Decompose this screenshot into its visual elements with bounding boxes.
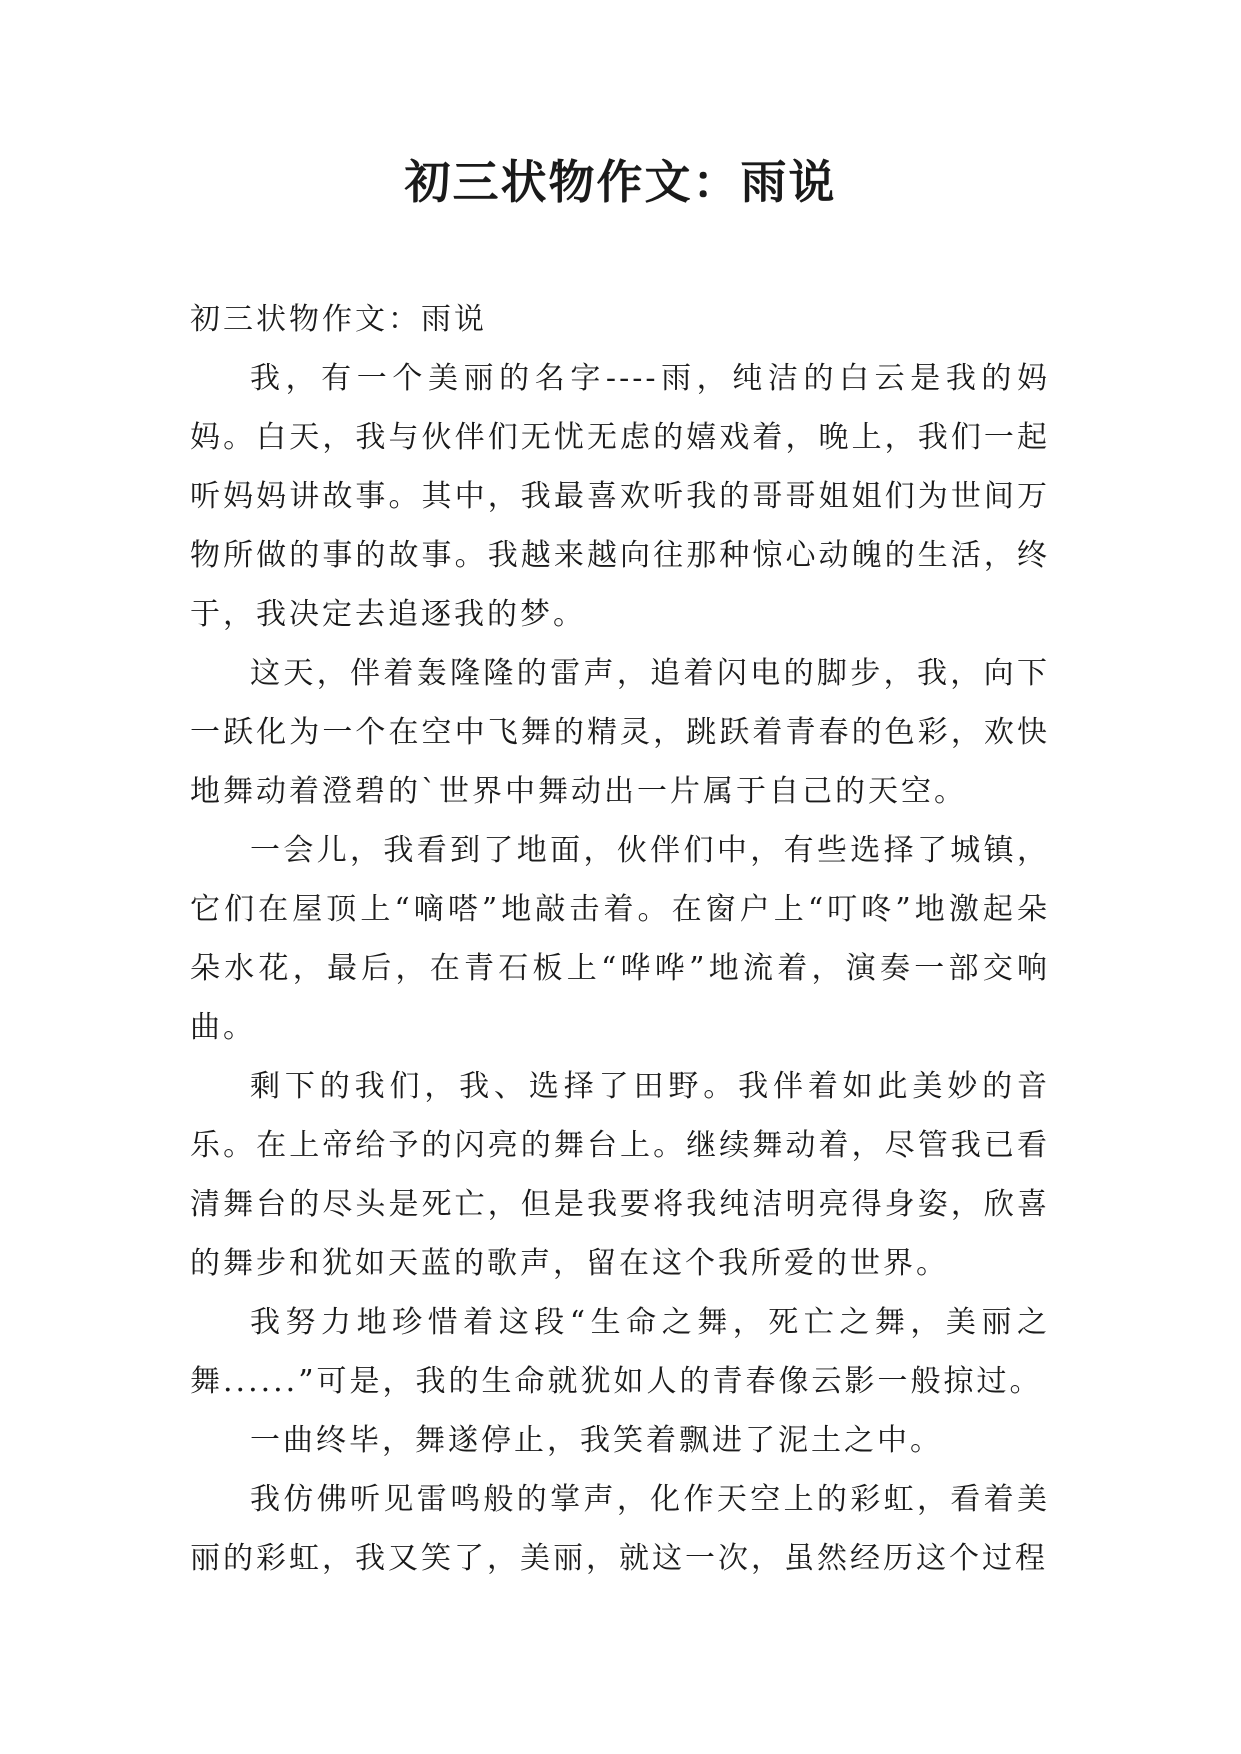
paragraph: 我，有一个美丽的名字----雨，纯洁的白云是我的妈妈。白天，我与伙伴们无忧无虑的嬉戏着，晚上，我们一起听妈妈讲故事。其中，我最喜欢听我的哥哥姐姐们为世间万物所做的事的故事。我越来越向往那种惊心动魄的生活，终于，我决定去追逐我的梦。 <box>190 361 1050 632</box>
paragraph: 我仿佛听见雷鸣般的掌声，化作天空上的彩虹，看着美丽的彩虹，我又笑了，美丽，就这一次，虽然经历这个过程 <box>190 1482 1050 1576</box>
paragraph: 这天，伴着轰隆隆的雷声，追着闪电的脚步，我，向下一跃化为一个在空中飞舞的精灵，跳跃着青春的色彩，欢快地舞动着澄碧的`世界中舞动出一片属于自己的天空。 <box>190 656 1050 809</box>
paragraph: 一会儿，我看到了地面，伙伴们中，有些选择了城镇，它们在屋顶上“嘀嗒”地敲击着。在窗户上“叮咚”地激起朵朵水花，最后，在青石板上“哗哗”地流着，演奏一部交响曲。 <box>190 833 1050 1045</box>
paragraph: 剩下的我们，我、选择了田野。我伴着如此美妙的音乐。在上帝给予的闪亮的舞台上。继续舞动着，尽管我已看清舞台的尽头是死亡，但是我要将我纯洁明亮得身姿，欣喜的舞步和犹如天蓝的歌声，留在这个我所爱的世界。 <box>190 1069 1050 1281</box>
paragraph: 一曲终毕，舞遂停止，我笑着飘进了泥土之中。 <box>250 1423 943 1458</box>
document-title: 初三状物作文：雨说 <box>404 155 837 209</box>
paragraph: 我努力地珍惜着这段“生命之舞，死亡之舞，美丽之舞......”可是，我的生命就犹如人的青春像云影一般掠过。 <box>190 1305 1050 1399</box>
document-body <box>190 290 1050 1588</box>
document-subtitle: 初三状物作文：雨说 <box>190 302 487 337</box>
